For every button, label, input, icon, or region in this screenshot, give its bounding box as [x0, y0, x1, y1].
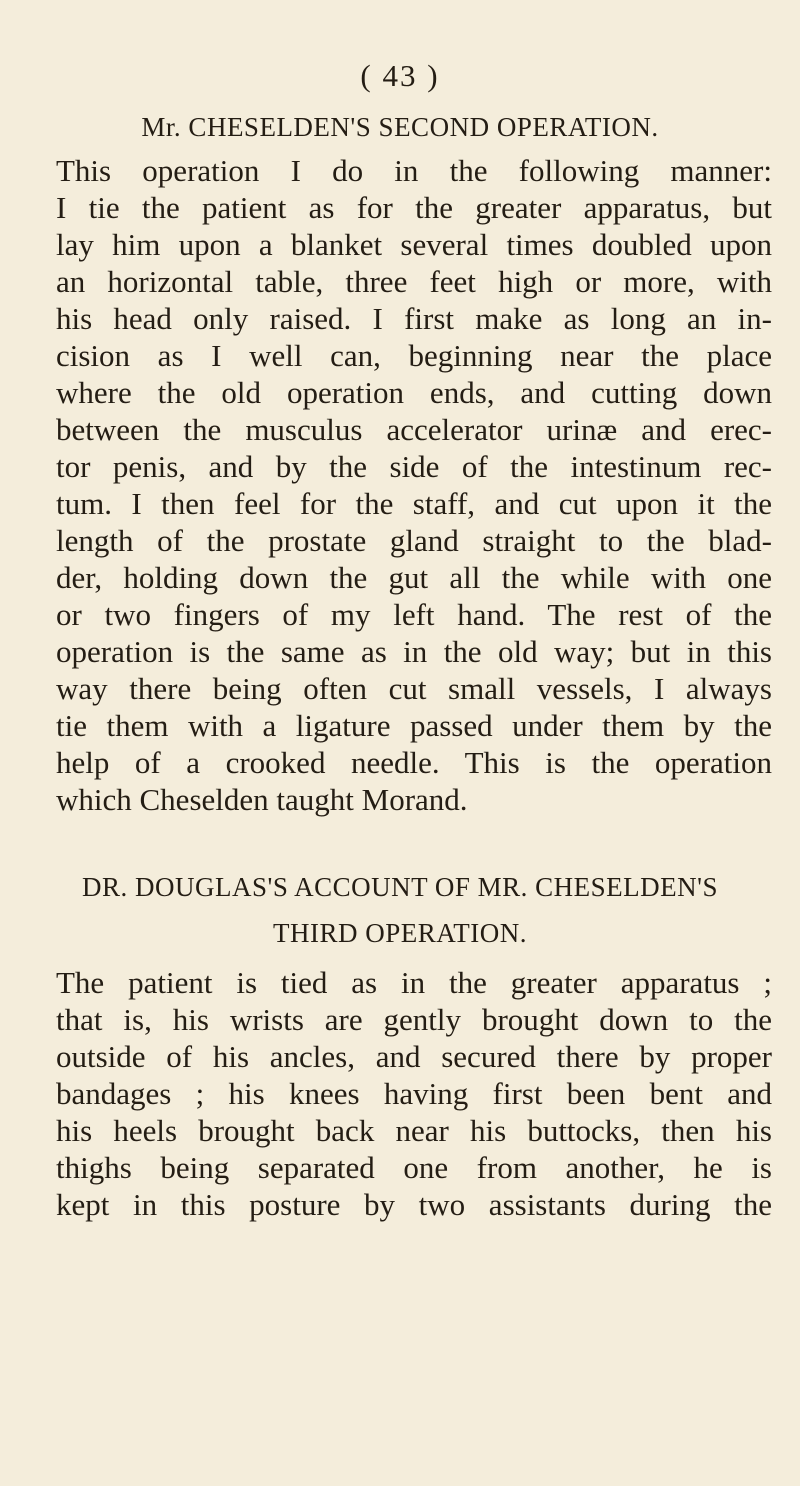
text-line: which Cheselden taught Morand. [56, 782, 468, 817]
paragraph-second-operation [56, 152, 772, 818]
text-line: operation is the same as in the old way; but in this [56, 634, 772, 669]
text-line: tum. I then feel for the staff, and cut upon it the [56, 486, 772, 521]
text-line: way there being often cut small vessels, I always [56, 671, 772, 706]
section-heading-second-operation: Mr. CHESELDEN'S SECOND OPERATION. [141, 112, 659, 142]
text-line: between the musculus accelerator urinæ and erec- [56, 412, 772, 447]
text-line: bandages ; his knees having first been bent and [56, 1076, 772, 1111]
text-line: his heels brought back near his buttocks, then his [56, 1113, 772, 1148]
text-line: The patient is tied as in the greater apparatus ; [56, 965, 772, 1000]
text-line: der, holding down the gut all the while with one [56, 560, 772, 595]
text-line: cision as I well can, beginning near the place [56, 338, 772, 373]
text-line: length of the prostate gland straight to the blad- [56, 523, 772, 558]
text-line: outside of his ancles, and secured there by proper [56, 1039, 772, 1074]
text-line: lay him upon a blanket several times doubled upon [56, 227, 772, 262]
text-line: thighs being separated one from another, he is [56, 1150, 772, 1185]
text-line: kept in this posture by two assistants during the [56, 1187, 772, 1222]
text-line: his head only raised. I first make as long an in- [56, 301, 772, 336]
section-heading-third-operation-line1: DR. DOUGLAS'S ACCOUNT OF MR. CHESELDEN'S [81, 872, 719, 902]
text-line: This operation I do in the following manner: [56, 153, 772, 188]
text-line: tor penis, and by the side of the intestinum rec- [56, 449, 772, 484]
text-line: where the old operation ends, and cutting down [56, 375, 772, 410]
text-line: tie them with a ligature passed under them by the [56, 708, 772, 743]
text-line: I tie the patient as for the greater apparatus, but [56, 190, 772, 225]
text-line: an horizontal table, three feet high or more, with [56, 264, 772, 299]
text-line: help of a crooked needle. This is the operation [56, 745, 772, 780]
section-heading-third-operation-line2: THIRD OPERATION. [273, 918, 527, 948]
text-line: that is, his wrists are gently brought down to the [56, 1002, 772, 1037]
paragraph-third-operation [56, 964, 772, 1223]
page-number: ( 43 ) [360, 58, 440, 93]
text-line: or two fingers of my left hand. The rest of the [56, 597, 772, 632]
